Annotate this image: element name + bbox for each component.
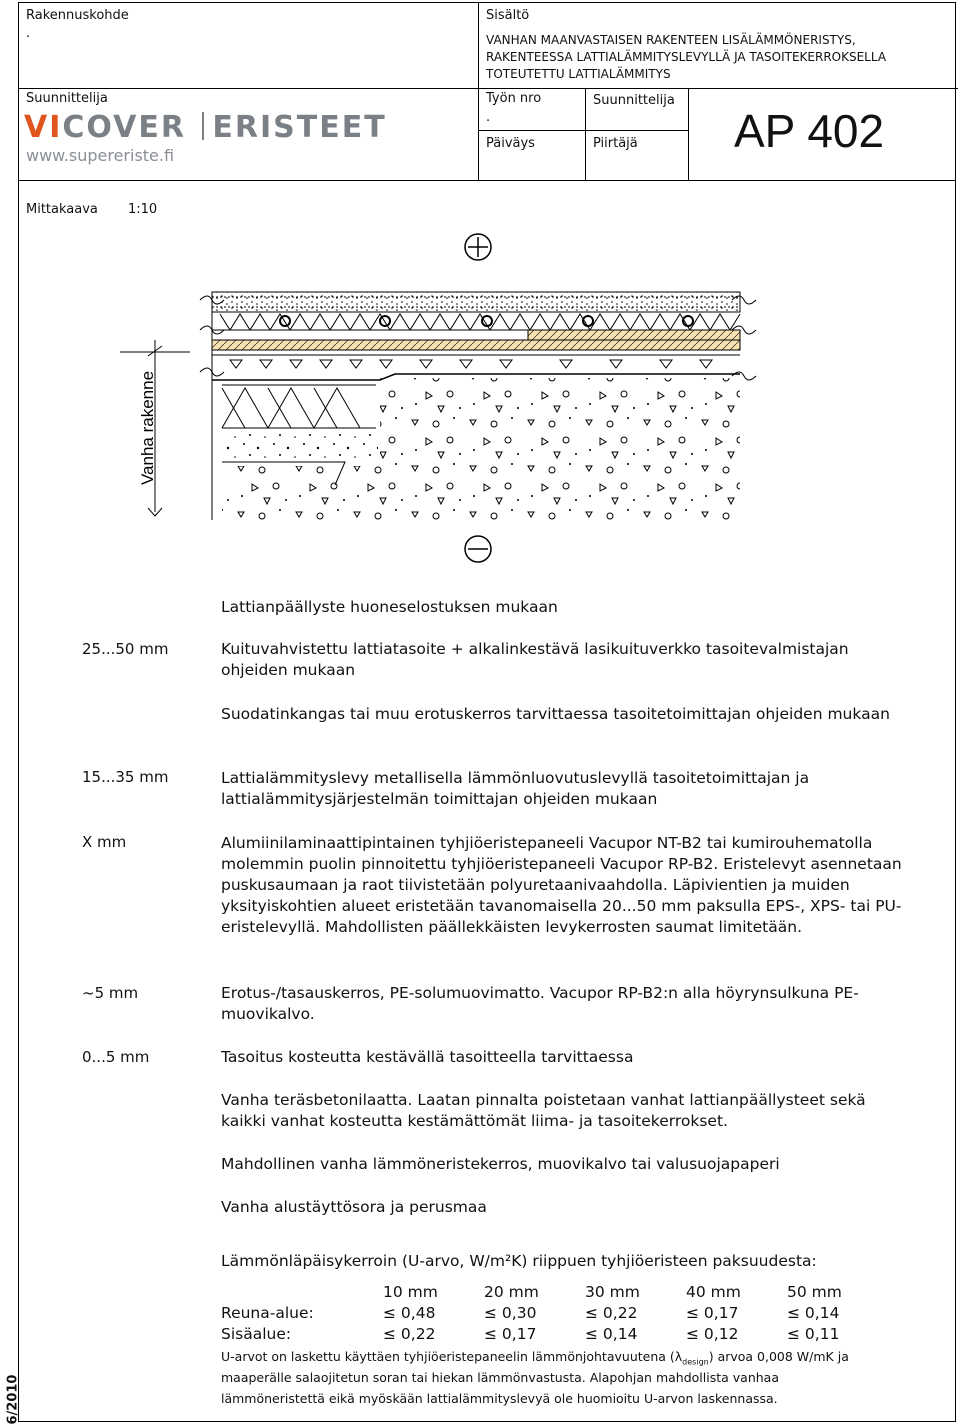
content-label: Sisältö: [486, 8, 530, 23]
revision-date: 6/2010: [5, 1374, 21, 1425]
layer-text-3: Suodatinkangas tai muu erotuskerros tarvittaessa tasoitetoimittajan ohjeiden mukaan: [221, 705, 890, 723]
u-cell: ≤ 0,22: [383, 1324, 436, 1343]
u-row-label: Reuna-alue:: [221, 1303, 314, 1322]
section-drawing: [0, 0, 960, 600]
logo-vi: VI: [24, 110, 63, 145]
layer-text-2: Kuituvahvistettu lattiatasoite + alkalinkestävä lasikuituverkko tasoitevalmistajan ohjeiden mukaan: [221, 640, 849, 679]
u-col-20: 20 mm: [484, 1282, 539, 1301]
work-no-label: Työn nro: [486, 91, 542, 106]
footnote-text-a: U-arvot on laskettu käyttäen tyhjiöeristepaneelin lämmönjohtavuutena (λ: [221, 1349, 683, 1364]
u-col-30: 30 mm: [585, 1282, 640, 1301]
u-table-header-row: [221, 1281, 867, 1302]
u-col-10: 10 mm: [383, 1282, 438, 1301]
layer-text-8: Vanha teräsbetonilaatta. Laatan pinnalta poistetaan vanhat lattianpäällysteet sekä kaikki vanhat kosteutta kestämättömät liima- ja tasoitekerrokset.: [221, 1091, 866, 1130]
logo-eristeet: ERISTEET: [212, 110, 387, 145]
u-cell: ≤ 0,17: [484, 1324, 537, 1343]
u-cell: ≤ 0,11: [787, 1324, 840, 1343]
heating-board-layer: [212, 312, 740, 330]
u-value-table: [221, 1281, 867, 1344]
vacuum-panel-right: [528, 330, 740, 340]
designer-label-2: Suunnittelija: [593, 93, 675, 108]
scale-value: 1:10: [128, 202, 158, 217]
u-table-title: Lämmönläpäisykerroin (U-arvo, W/m²K) riippuen tyhjiöeristeen paksuudesta:: [221, 1252, 817, 1270]
footnote-text-b: ) arvoa 0,008 W/mK ja: [708, 1349, 849, 1364]
layer-thickness-7: 0...5 mm: [82, 1048, 150, 1066]
u-cell: ≤ 0,17: [686, 1303, 739, 1322]
work-no-value: .: [486, 110, 491, 125]
project-value: .: [26, 26, 31, 41]
u-cell: ≤ 0,14: [787, 1303, 840, 1322]
u-cell: ≤ 0,22: [585, 1303, 638, 1322]
u-cell: ≤ 0,48: [383, 1303, 436, 1322]
content-line-2: RAKENTEESSA LATTIALÄMMITYSLEVYLLÄ JA TASOITEKERROKSELLA: [486, 50, 887, 64]
u-row-label: Sisäalue:: [221, 1324, 292, 1343]
u-table-row: [221, 1323, 867, 1344]
vacuum-panel-left: [212, 330, 528, 340]
layer-thickness-4: 15...35 mm: [82, 768, 169, 786]
website-text: www.supereriste.fi: [26, 146, 175, 165]
footnote-line-2: maaperälle salaojitetun soran tai hiekan lämmönvastusta. Alapohjan mahdollista vanhaa: [221, 1370, 779, 1385]
drafter-label: Piirtäjä: [593, 136, 638, 151]
vacuum-panel-lower: [212, 340, 740, 350]
u-col-50: 50 mm: [787, 1282, 842, 1301]
sand-layer: [222, 430, 378, 458]
logo-cover: COVER: [62, 110, 186, 145]
designer-label: Suunnittelija: [26, 91, 108, 106]
layer-text-10: Vanha alustäyttösora ja perusmaa: [221, 1198, 487, 1216]
content-line-3: TOTEUTETTU LATTIALÄMMITYS: [486, 67, 671, 81]
footnote-sub: design: [682, 1357, 709, 1367]
project-label: Rakennuskohde: [26, 8, 129, 23]
old-insulation-layer: [222, 385, 376, 428]
drawing-code: AP 402: [734, 105, 885, 157]
u-cell: ≤ 0,14: [585, 1324, 638, 1343]
layer-thickness-5: X mm: [82, 833, 127, 851]
footnote-line-3: lämmöneristettä eikä myöskään lattialämmityslevyä ole huomioitu U-arvon laskennassa.: [221, 1391, 778, 1406]
layer-text-4: Lattialämmityslevy metallisella lämmönluovutuslevyllä tasoitetoimittajan ja lattialämmitysjärjestelmän toimittajan ohjeiden mukaan: [221, 769, 810, 808]
layer-text-9: Mahdollinen vanha lämmöneristekerros, muovikalvo tai valusuojapaperi: [221, 1155, 780, 1173]
layer-text-1: Lattianpäällyste huoneselostuksen mukaan: [221, 598, 558, 616]
u-col-40: 40 mm: [686, 1282, 741, 1301]
layer-thickness-6: ~5 mm: [82, 984, 139, 1002]
u-cell: ≤ 0,30: [484, 1303, 537, 1322]
u-table-row: [221, 1302, 867, 1323]
existing-structure-label: Vanha rakenne: [138, 370, 157, 486]
layer-text-6: Erotus-/tasauskerros, PE-solumuovimatto. Vacupor RP-B2:n alla höyrynsulkuna PE-muovikalvo.: [221, 984, 859, 1023]
u-cell: ≤ 0,12: [686, 1324, 739, 1343]
scale-label: Mittakaava: [26, 202, 98, 217]
layer-text-5: Alumiinilaminaattipintainen tyhjiöeristepaneeli Vacupor NT-B2 tai kumirouhematolla molemmin puolin pinnoitettu tyhjiöeristepaneeli Vacupor RP-B2. Eristelevyt asennetaan puskusaumaan ja raot tiivistetään polyuretaanivaahdolla. Läpivientien ja muiden yksityiskohtien alueet eristetään tavanomaisella 20...50 mm paksulla EPS-, XPS- tai PU-eristelevyllä. Mahdollisten päällekkäisten levykerrosten saumat limitetään.: [221, 834, 902, 936]
date-label: Päiväys: [486, 136, 535, 151]
gravel-fill: [380, 378, 740, 520]
layer-thickness-2: 25...50 mm: [82, 640, 169, 658]
content-line-1: VANHAN MAANVASTAISEN RAKENTEEN LISÄLÄMMÖNERISTYS,: [486, 33, 856, 47]
screed-layer: [212, 292, 740, 312]
old-fill-layer: [222, 466, 380, 520]
layer-text-7: Tasoitus kosteutta kestävällä tasoitteella tarvittaessa: [221, 1048, 634, 1066]
